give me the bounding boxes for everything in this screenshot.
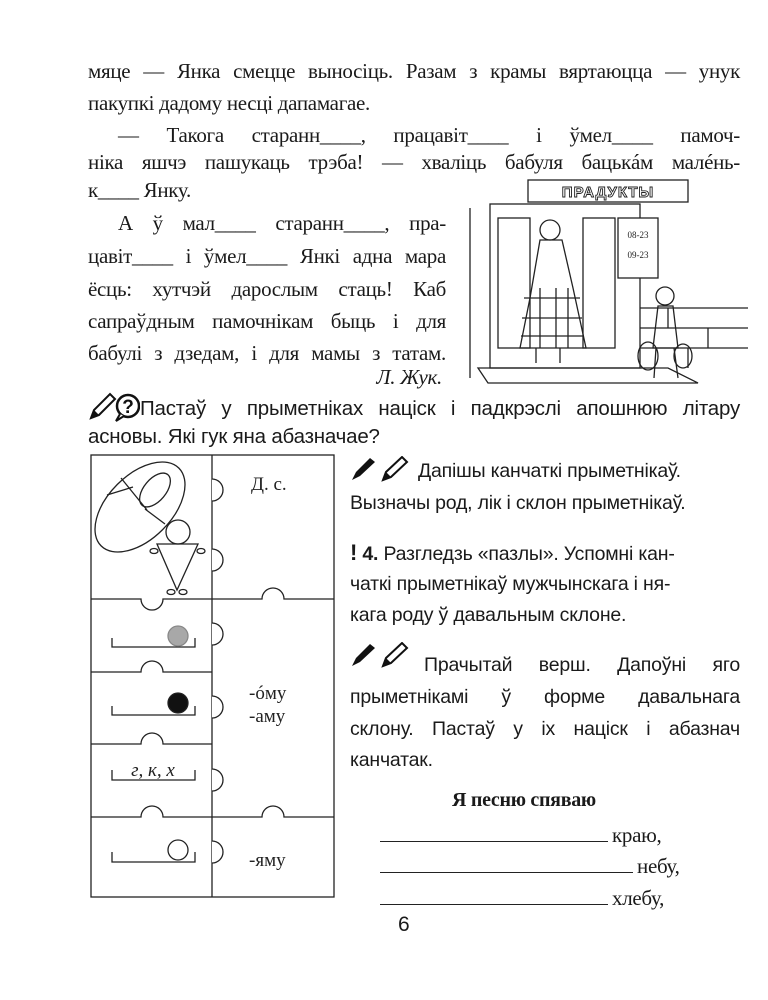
- shop-hours-1: 08-23: [627, 230, 649, 240]
- story-line: мяце — Янка смецце выносіць. Разам з крамы вяртаюцца — унук: [88, 59, 740, 83]
- gender-pictogram: [85, 452, 205, 595]
- poem-line-word: небу,: [637, 854, 680, 878]
- task-4-heading: [350, 540, 740, 567]
- task-stress-icons: [88, 392, 140, 422]
- task-endings-icons: [350, 456, 414, 482]
- poem-line: [380, 853, 680, 882]
- grey-dot: [168, 626, 188, 646]
- task-stress-line: асновы. Які гук яна абазначае?: [88, 425, 380, 448]
- story-line: бабулі з дзедам, і для мамы з татам.: [88, 341, 446, 365]
- answer-blank[interactable]: [380, 841, 608, 842]
- task-endings-line: Дапішы канчаткі прыметнікаў.: [418, 460, 681, 482]
- task-number: 4.: [362, 543, 379, 565]
- task-stress-line: Пастаў у прыметніках націск і падкрэслі апошнюю літару: [140, 397, 740, 420]
- shop-illustration: [468, 178, 753, 388]
- hollow-dot: [168, 840, 188, 860]
- poem-title: Я песню спяваю: [452, 789, 596, 811]
- task-4-line: кага роду ў давальным склоне.: [350, 604, 627, 626]
- poem-line-word: краю,: [612, 823, 662, 847]
- case-label: Д. с.: [251, 474, 287, 495]
- story-line: ніка яшчэ пашукаць трэба! — хваліць бабуля бацькáм малéнь-: [88, 150, 740, 174]
- important-mark: !: [350, 540, 358, 565]
- story-line: пакупкі дадому несці дапамагае.: [88, 91, 371, 115]
- black-dot: [168, 693, 188, 713]
- shop-hours-2: 09-23: [627, 250, 649, 260]
- task-poem-icons: [350, 642, 414, 668]
- poem-line-word: хлебу,: [612, 886, 665, 910]
- poem-line: [380, 822, 661, 851]
- story-line: А ў мал____ старанн____, пра-: [118, 211, 446, 235]
- endings-puzzle: [85, 452, 345, 902]
- task-poem-line: склону. Пастаў у іх націск і абазнач: [350, 718, 740, 740]
- story-line: — Такога старанн____, працавіт____ і ўмел____ памоч-: [118, 123, 740, 147]
- task-4-line: Разгледзь «пазлы». Успомні кан-: [383, 543, 675, 565]
- story-line: цавіт____ і ўмел____ Янкі адна мара: [88, 244, 446, 268]
- task-poem-line: канчатак.: [350, 749, 433, 771]
- letters-label: г, к, х: [131, 760, 175, 781]
- pencil-icon: [383, 457, 407, 480]
- pencil-icon: [91, 394, 115, 418]
- poem-line: [380, 885, 664, 914]
- task-4-line: чаткі прыметнікаў мужчынскага і ня-: [350, 573, 671, 595]
- ending-yamu: -яму: [249, 850, 286, 871]
- pen-icon: [352, 644, 375, 666]
- story-line: ёсць: хутчэй дарослым стаць! Каб: [88, 277, 446, 301]
- task-poem-line: прыметнікамі ў форме давальнага: [350, 686, 740, 708]
- answer-blank[interactable]: [380, 904, 608, 905]
- ending-omu: -óму: [249, 683, 287, 704]
- story-author: Л. Жук.: [376, 365, 442, 389]
- task-endings-line: Вызначы род, лік і склон прыметнікаў.: [350, 492, 686, 514]
- task-poem-line: Прачытай верш. Дапоўні яго: [424, 654, 740, 676]
- question-icon: [116, 395, 139, 421]
- story-line: к____ Янку.: [88, 178, 191, 202]
- pen-icon: [352, 458, 375, 480]
- answer-blank[interactable]: [380, 872, 633, 873]
- ending-amu: -аму: [249, 706, 286, 727]
- pencil-icon: [383, 643, 407, 666]
- page-number: 6: [398, 913, 410, 936]
- shop-sign: ПРАДУКТЫ: [561, 184, 655, 201]
- story-line: сапраўдным памочнікам быць і для: [88, 309, 446, 333]
- svg-text:?: ?: [122, 397, 134, 418]
